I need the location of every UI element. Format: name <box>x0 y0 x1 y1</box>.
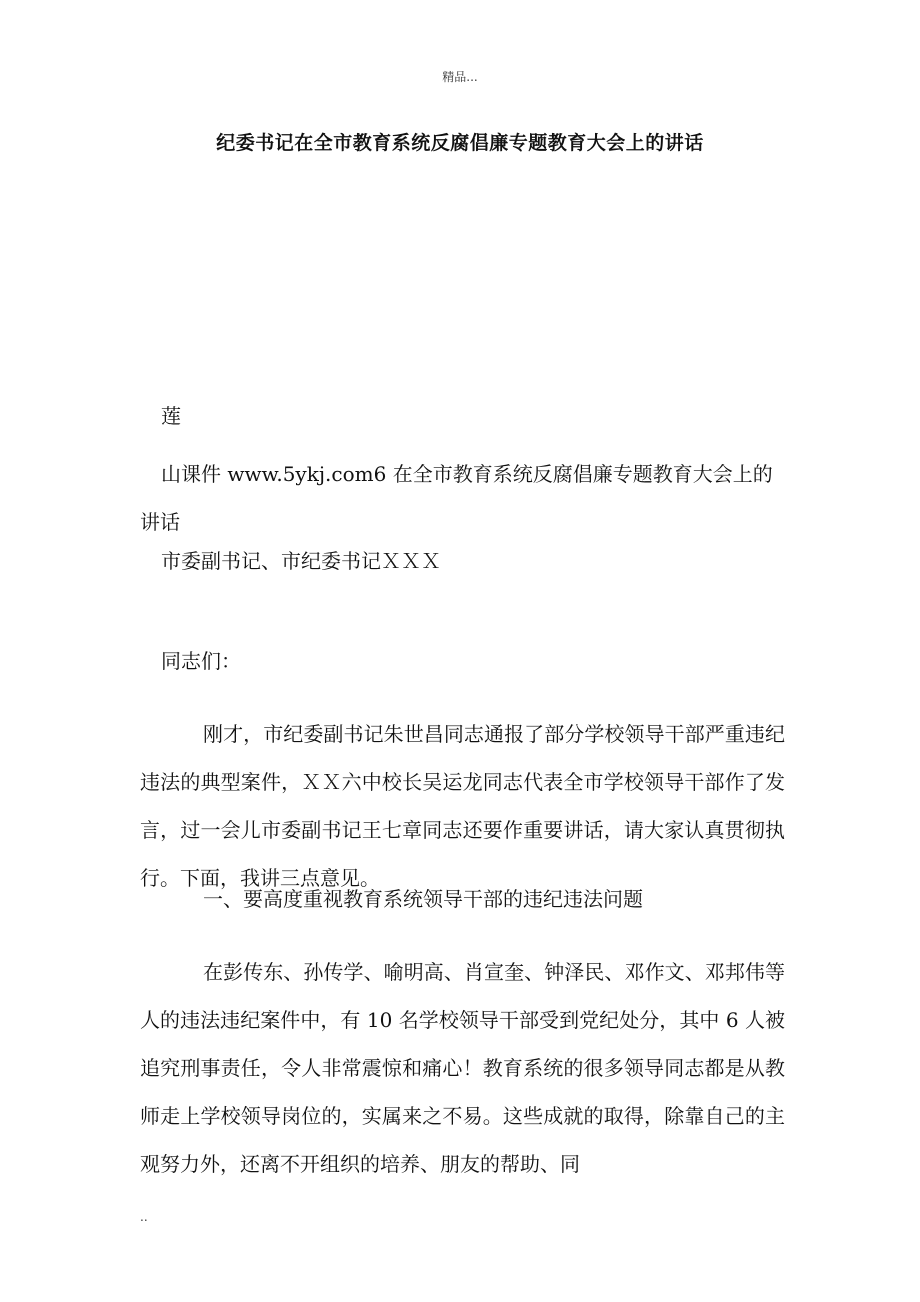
paragraph-2: 在彭传东、孙传学、喻明高、肖宣奎、钟泽民、邓作文、邓邦伟等人的违法违纪案件中，有 10 名学校领导干部受到党纪处分，其中 6 人被追究刑事责任，令人非常震惊和痛心！教育系统的很多领导同志都是从教师走上学校领导岗位的，实属来之不易。这些成就的取得，除靠自己的主观努力外，还离不开组织的培养、朋友的帮助、同 <box>140 960 785 1176</box>
author-line: 市委副书记、市纪委书记ＸＸＸ <box>161 549 441 573</box>
paragraph-1: 刚才，市纪委副书记朱世昌同志通报了部分学校领导干部严重违纪违法的典型案件，ＸＸ六中校长吴运龙同志代表全市学校领导干部作了发言，过一会儿市委副书记王七章同志还要作重要讲话，请大家认真贯彻执行。下面，我讲三点意见。 <box>140 722 785 890</box>
salutation: 同志们： <box>161 649 241 673</box>
header-mark: 精品... <box>442 70 478 84</box>
document-title: 纪委书记在全市教育系统反腐倡廉专题教育大会上的讲话 <box>216 132 704 154</box>
footer-mark: .. <box>140 1210 148 1224</box>
text-line-lian: 莲 <box>161 404 181 428</box>
section-heading-1: 一、要高度重视教育系统领导干部的违纪违法问题 <box>203 887 643 911</box>
source-line: 山课件 www.5ykj.com6 在全市教育系统反腐倡廉专题教育大会上的讲话 <box>140 462 773 534</box>
